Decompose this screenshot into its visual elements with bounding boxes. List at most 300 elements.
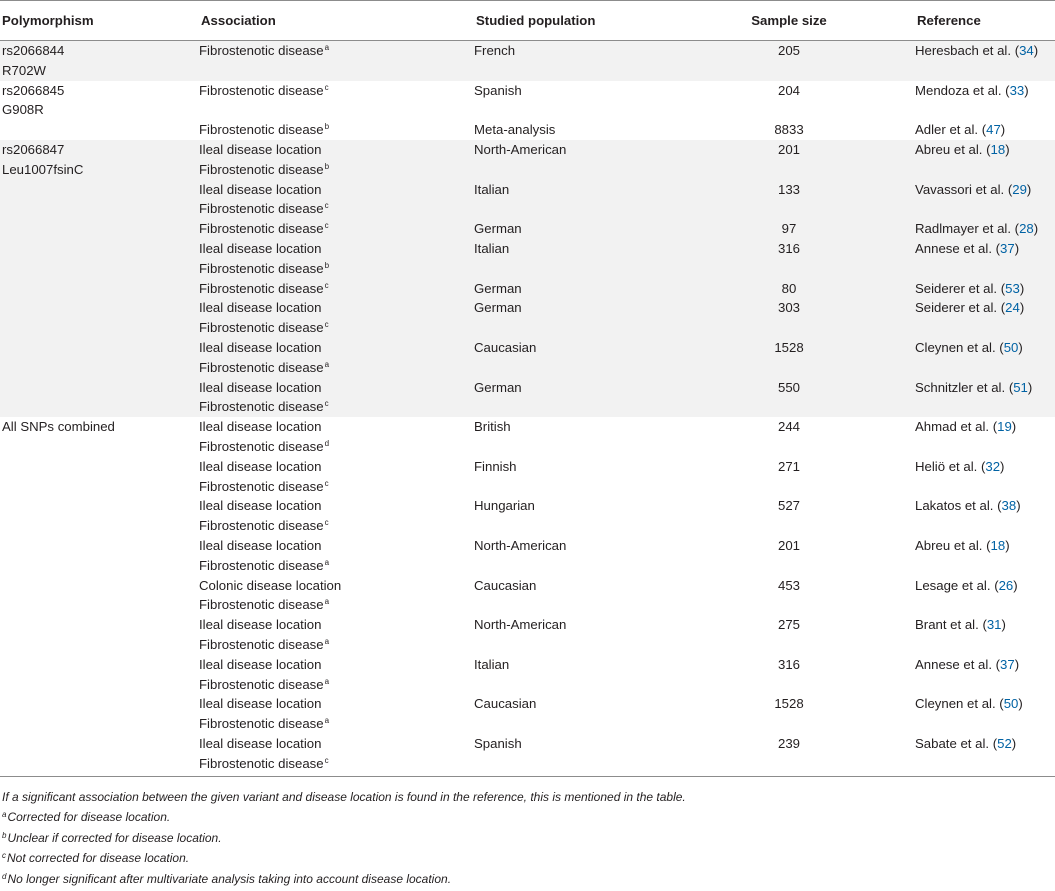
reference-paren: ): [1019, 300, 1025, 316]
population-cell: [474, 655, 663, 695]
reference-author: Vavassori et al.: [915, 181, 1005, 197]
sample-size-text: 133: [777, 181, 800, 197]
association-text: Fibrostenotic disease: [199, 359, 324, 375]
reference-author: Lesage et al.: [915, 577, 991, 593]
reference-author: Radlmayer et al.: [915, 221, 1012, 237]
reference-paren: (: [989, 419, 998, 435]
population-cell: [474, 120, 663, 140]
table-body: [0, 41, 1055, 774]
association-text: Ileal disease location: [199, 617, 322, 633]
population-text: German: [474, 379, 522, 395]
association-line: [199, 595, 474, 615]
reference-paren: ): [1016, 498, 1021, 514]
reference-paren: ): [1033, 221, 1039, 237]
polymorphism-cell: [0, 734, 199, 774]
association-text: Fibrostenotic disease: [199, 43, 324, 58]
association-text: Fibrostenotic disease: [199, 597, 324, 613]
reference-paren: ): [1013, 577, 1018, 593]
association-text: Ileal disease location: [199, 181, 322, 197]
polymorphism-cell: [0, 655, 199, 695]
population-cell: [474, 279, 663, 299]
polymorphism-cell: [0, 239, 199, 279]
sample-size-text: 201: [777, 141, 800, 157]
header-population: Studied population: [474, 1, 663, 41]
footnote-marker: a: [324, 43, 330, 52]
population-cell: [474, 536, 663, 576]
association-line: [199, 576, 474, 596]
table-row: [0, 734, 1055, 774]
population-text: Spanish: [474, 735, 522, 751]
population-text: German: [474, 300, 522, 316]
reference-link[interactable]: 26: [998, 577, 1014, 593]
polymorphism-cell: [0, 576, 199, 616]
reference-paren: ): [1033, 43, 1039, 58]
population-text: French: [474, 43, 516, 58]
reference-author: Sabate et al.: [915, 735, 990, 751]
population-text: Italian: [474, 656, 510, 672]
sample-size-text: 204: [777, 82, 800, 98]
reference-paren: (: [990, 577, 999, 593]
footnote-marker: c: [324, 320, 329, 330]
population-cell: [474, 417, 663, 457]
association-cell: [199, 536, 474, 576]
polymorphism-cell: [0, 536, 199, 576]
reference-link[interactable]: 50: [1003, 696, 1019, 712]
reference-author: Cleynen et al.: [915, 339, 996, 355]
population-text: Caucasian: [474, 696, 537, 712]
reference-line: [915, 378, 1055, 398]
association-text: Fibrostenotic disease: [199, 280, 324, 296]
footnote: [2, 870, 1052, 891]
reference-link[interactable]: 53: [1005, 280, 1020, 296]
population-text: Meta-analysis: [474, 122, 556, 138]
sample-size-text: 303: [777, 300, 800, 316]
reference-line: [915, 615, 1055, 635]
population-cell: [474, 180, 663, 220]
reference-line: [915, 279, 1055, 299]
reference-author: Abreu et al.: [915, 537, 983, 553]
polymorphism-cell: [0, 338, 199, 378]
footnote-marker: c: [324, 201, 329, 211]
table-row: [0, 457, 1055, 497]
footnote-text: Unclear if corrected for disease location.: [7, 830, 222, 845]
reference-paren: (: [982, 141, 991, 157]
association-line: [199, 754, 474, 774]
association-text: Ileal disease location: [199, 696, 322, 712]
association-text: Ileal disease location: [199, 339, 322, 355]
footnote-marker: b: [324, 260, 330, 270]
association-line: [199, 417, 474, 437]
association-text: Fibrostenotic disease: [199, 478, 324, 494]
polymorphism-label: Leu1007fsinC: [2, 161, 84, 177]
association-text: Fibrostenotic disease: [199, 320, 324, 336]
table-row: [0, 239, 1055, 279]
reference-author: Adler et al.: [915, 122, 979, 138]
association-cell: [199, 734, 474, 774]
sample-size-cell: [663, 338, 915, 378]
reference-cell: [915, 120, 1055, 140]
association-text: Ileal disease location: [199, 419, 322, 435]
reference-link[interactable]: 37: [1000, 240, 1015, 256]
footnote-text: Corrected for disease location.: [7, 809, 171, 824]
association-text: Ileal disease location: [199, 300, 322, 316]
sample-size-cell: [663, 734, 915, 774]
footnote-marker: c: [324, 280, 329, 290]
polymorphism-cell: [0, 457, 199, 497]
reference-cell: [915, 239, 1055, 279]
reference-paren: (: [1005, 379, 1014, 395]
reference-line: [915, 81, 1055, 101]
reference-paren: (: [978, 617, 987, 633]
reference-paren: (: [982, 537, 991, 553]
table-row: [0, 41, 1055, 81]
sample-size-cell: [663, 298, 915, 338]
reference-paren: (: [993, 498, 1002, 514]
reference-paren: ): [1024, 82, 1029, 98]
association-cell: [199, 180, 474, 220]
polymorphism-cell: [0, 120, 199, 140]
reference-link[interactable]: 34: [1019, 43, 1034, 58]
sample-size-text: 316: [777, 656, 800, 672]
table-row: [0, 694, 1055, 734]
sample-size-cell: [663, 694, 915, 734]
association-cell: [199, 41, 474, 81]
population-cell: [474, 734, 663, 774]
reference-paren: ): [1014, 656, 1020, 672]
reference-author: Heresbach et al.: [915, 43, 1012, 58]
association-text: Fibrostenotic disease: [199, 161, 324, 177]
association-cell: [199, 615, 474, 655]
association-line: [199, 556, 474, 576]
polymorphism-cell: [0, 81, 199, 121]
association-text: Colonic disease location: [199, 577, 342, 593]
sample-size-text: 205: [777, 43, 800, 58]
reference-link[interactable]: 37: [1000, 656, 1015, 672]
association-text: Fibrostenotic disease: [199, 755, 324, 771]
association-text: Fibrostenotic disease: [199, 201, 324, 217]
population-text: Caucasian: [474, 577, 537, 593]
reference-link[interactable]: 18: [990, 141, 1006, 157]
polymorphism-cell: [0, 180, 199, 220]
sample-size-text: 316: [777, 240, 800, 256]
footnote-marker: a: [324, 597, 330, 607]
footnote-text: Not corrected for disease location.: [7, 851, 190, 866]
sample-size-cell: [663, 536, 915, 576]
reference-link[interactable]: 32: [985, 458, 1001, 474]
footnote-marker: c: [324, 478, 329, 488]
reference-cell: [915, 576, 1055, 616]
population-text: Spanish: [474, 82, 522, 98]
association-text: Fibrostenotic disease: [199, 636, 324, 652]
reference-cell: [915, 378, 1055, 418]
association-cell: [199, 298, 474, 338]
footnote-marker: a: [2, 809, 7, 819]
reference-link[interactable]: 18: [990, 537, 1006, 553]
sample-size-cell: [663, 219, 915, 239]
reference-author: Seiderer et al.: [915, 300, 998, 316]
association-line: [199, 655, 474, 675]
reference-link[interactable]: 31: [986, 617, 1002, 633]
sample-size-text: 97: [781, 221, 797, 237]
reference-line: [915, 655, 1055, 675]
reference-cell: [915, 298, 1055, 338]
association-text: Fibrostenotic disease: [199, 122, 324, 138]
reference-cell: [915, 279, 1055, 299]
sample-size-cell: [663, 655, 915, 695]
reference-line: [915, 536, 1055, 556]
association-line: [199, 694, 474, 714]
sample-size-cell: [663, 120, 915, 140]
association-line: [199, 397, 474, 417]
polymorphism-cell: [0, 417, 199, 457]
reference-paren: (: [991, 656, 1001, 672]
reference-paren: (: [991, 240, 1001, 256]
association-text: Ileal disease location: [199, 498, 322, 514]
polymorphism-label: rs2066847: [2, 141, 65, 157]
population-cell: [474, 140, 663, 180]
polymorphism-label: G908R: [2, 102, 44, 118]
table-row: [0, 120, 1055, 140]
population-cell: [474, 338, 663, 378]
association-text: Fibrostenotic disease: [199, 260, 324, 276]
table-row: [0, 615, 1055, 655]
polymorphism-cell: [0, 378, 199, 418]
association-cell: [199, 338, 474, 378]
sample-size-cell: [663, 496, 915, 536]
reference-line: [915, 41, 1055, 61]
table-row: [0, 81, 1055, 121]
reference-link[interactable]: 19: [997, 419, 1012, 435]
footnote-text: If a significant association between the given variant and disease location is found in the reference, this is mentioned in the table.: [2, 790, 686, 804]
association-cell: [199, 457, 474, 497]
association-line: [199, 81, 474, 101]
table-header-row: [0, 1, 1055, 41]
table-row: [0, 219, 1055, 239]
association-line: [199, 239, 474, 259]
footnote: [2, 849, 1052, 870]
polymorphism-cell: [0, 279, 199, 299]
footnote-marker: c: [324, 82, 329, 92]
association-cell: [199, 120, 474, 140]
association-text: Ileal disease location: [199, 379, 322, 395]
association-cell: [199, 239, 474, 279]
population-cell: [474, 41, 663, 81]
population-cell: [474, 378, 663, 418]
sample-size-cell: [663, 378, 915, 418]
association-text: Ileal disease location: [199, 656, 322, 672]
table-row: [0, 417, 1055, 457]
association-cell: [199, 219, 474, 239]
reference-line: [915, 457, 1055, 477]
population-text: Finnish: [474, 458, 517, 474]
association-line: [199, 41, 474, 61]
footnote-marker: c: [324, 518, 329, 528]
reference-paren: ): [1014, 240, 1020, 256]
footnote: [2, 829, 1052, 850]
population-cell: [474, 615, 663, 655]
association-line: [199, 180, 474, 200]
population-text: North-American: [474, 617, 567, 633]
footnote-marker: b: [324, 122, 330, 132]
footnote-marker: b: [2, 830, 7, 840]
polymorphism-cell: [0, 615, 199, 655]
reference-paren: (: [1001, 82, 1010, 98]
association-line: [199, 437, 474, 457]
population-text: German: [474, 221, 522, 237]
reference-author: Annese et al.: [915, 656, 992, 672]
footnote-marker: d: [2, 872, 7, 882]
header-polymorphism: Polymorphism: [0, 1, 199, 41]
reference-link[interactable]: 24: [1005, 300, 1020, 316]
reference-paren: (: [989, 735, 998, 751]
reference-paren: ): [1000, 458, 1005, 474]
table-row: [0, 536, 1055, 576]
polymorphism-cell: [0, 140, 199, 180]
reference-author: Abreu et al.: [915, 141, 983, 157]
reference-line: [915, 180, 1055, 200]
sample-size-text: 1528: [774, 339, 804, 355]
reference-cell: [915, 140, 1055, 180]
footer-divider: [0, 776, 1055, 777]
association-cell: [199, 496, 474, 536]
footnote-marker: a: [324, 636, 330, 646]
population-text: German: [474, 280, 522, 296]
association-cell: [199, 378, 474, 418]
reference-link[interactable]: 29: [1012, 181, 1027, 197]
association-line: [199, 635, 474, 655]
reference-line: [915, 417, 1055, 437]
association-text: Ileal disease location: [199, 537, 322, 553]
table-row: [0, 140, 1055, 180]
association-line: [199, 160, 474, 180]
population-text: North-American: [474, 537, 567, 553]
reference-line: [915, 734, 1055, 754]
association-text: Ileal disease location: [199, 141, 322, 157]
footnote-text: No longer significant after multivariate analysis taking into account disease location.: [7, 872, 452, 887]
reference-paren: (: [978, 122, 987, 138]
population-text: Hungarian: [474, 498, 535, 514]
polymorphism-cell: [0, 298, 199, 338]
header-sample-size: Sample size: [663, 1, 915, 41]
polymorphism-label: rs2066844: [2, 43, 65, 58]
association-text: Fibrostenotic disease: [199, 716, 324, 732]
population-cell: [474, 81, 663, 121]
association-cell: [199, 655, 474, 695]
reference-cell: [915, 338, 1055, 378]
reference-author: Annese et al.: [915, 240, 992, 256]
reference-author: Mendoza et al.: [915, 82, 1002, 98]
reference-paren: (: [977, 458, 986, 474]
polymorphism-cell: [0, 41, 199, 81]
population-cell: [474, 457, 663, 497]
sample-size-cell: [663, 140, 915, 180]
association-line: [199, 457, 474, 477]
sample-size-text: 275: [777, 617, 800, 633]
reference-paren: ): [1018, 339, 1023, 355]
association-cell: [199, 81, 474, 121]
table-row: [0, 298, 1055, 338]
reference-author: Heliö et al.: [915, 458, 978, 474]
footnote-marker: a: [324, 359, 330, 369]
reference-paren: ): [1005, 537, 1010, 553]
reference-link[interactable]: 51: [1013, 379, 1028, 395]
population-text: Italian: [474, 181, 510, 197]
association-line: [199, 279, 474, 299]
reference-line: [915, 219, 1055, 239]
footnote-marker: c: [2, 851, 6, 861]
association-line: [199, 219, 474, 239]
sample-size-cell: [663, 41, 915, 81]
reference-cell: [915, 219, 1055, 239]
reference-paren: ): [1027, 379, 1033, 395]
reference-paren: ): [1000, 122, 1006, 138]
association-line: [199, 714, 474, 734]
footnote-marker: c: [324, 221, 329, 231]
reference-link[interactable]: 33: [1009, 82, 1025, 98]
reference-paren: (: [995, 339, 1004, 355]
table-row: [0, 279, 1055, 299]
reference-paren: (: [997, 300, 1006, 316]
association-line: [199, 734, 474, 754]
reference-line: [915, 694, 1055, 714]
sample-size-text: 271: [777, 458, 800, 474]
reference-cell: [915, 734, 1055, 774]
polymorphism-label: R702W: [2, 62, 46, 78]
reference-line: [915, 338, 1055, 358]
footnote-marker: a: [324, 557, 330, 567]
reference-link[interactable]: 38: [1001, 498, 1017, 514]
table-row: [0, 655, 1055, 695]
reference-cell: [915, 496, 1055, 536]
sample-size-cell: [663, 457, 915, 497]
association-text: Ileal disease location: [199, 458, 322, 474]
reference-cell: [915, 655, 1055, 695]
reference-author: Cleynen et al.: [915, 696, 996, 712]
polymorphism-cell: [0, 496, 199, 536]
reference-link[interactable]: 47: [986, 122, 1001, 138]
sample-size-text: 527: [777, 498, 800, 514]
footnote: [2, 788, 1052, 808]
header-reference: Reference: [915, 1, 1055, 41]
association-line: [199, 496, 474, 516]
reference-link[interactable]: 52: [997, 735, 1012, 751]
table-row: [0, 338, 1055, 378]
reference-paren: (: [1004, 181, 1013, 197]
association-line: [199, 358, 474, 378]
reference-link[interactable]: 50: [1003, 339, 1019, 355]
reference-line: [915, 576, 1055, 596]
association-text: Fibrostenotic disease: [199, 518, 324, 534]
sample-size-text: 453: [777, 577, 800, 593]
association-text: Fibrostenotic disease: [199, 82, 324, 98]
reference-cell: [915, 417, 1055, 457]
association-line: [199, 675, 474, 695]
polymorphism-label: rs2066845: [2, 82, 65, 98]
footnote-marker: a: [324, 676, 330, 686]
table-row: [0, 180, 1055, 220]
footnote-marker: a: [324, 716, 330, 726]
sample-size-text: 8833: [774, 122, 804, 138]
association-cell: [199, 417, 474, 457]
population-cell: [474, 239, 663, 279]
population-text: North-American: [474, 141, 567, 157]
reference-cell: [915, 81, 1055, 121]
table-footnotes: [2, 788, 1052, 891]
association-text: Ileal disease location: [199, 240, 322, 256]
sample-size-text: 239: [777, 735, 800, 751]
footnote-marker: d: [324, 438, 330, 448]
reference-link[interactable]: 28: [1019, 221, 1034, 237]
